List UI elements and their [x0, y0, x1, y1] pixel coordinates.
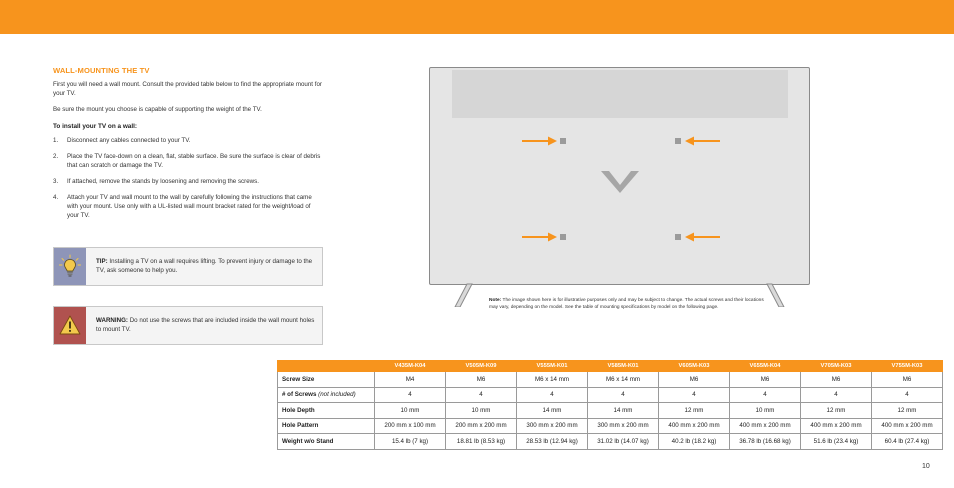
- table-cell: M6 x 14 mm: [588, 372, 659, 388]
- table-cell: 60.4 lb (27.4 kg): [872, 434, 943, 450]
- table-row: [278, 418, 943, 434]
- warning-text: [96, 316, 316, 334]
- arrow-left-icon: [685, 137, 720, 146]
- tip-callout: [53, 247, 323, 286]
- table-row: [278, 434, 943, 450]
- model-col-header: V505M-K09: [446, 361, 517, 372]
- warning-callout: [53, 306, 323, 345]
- note-label: Note:: [489, 298, 502, 303]
- table-cell: 51.6 lb (23.4 kg): [801, 434, 872, 450]
- table-cell: 10 mm: [730, 403, 801, 419]
- model-col-header: V585M-K01: [588, 361, 659, 372]
- mount-hole-top-left: [560, 138, 566, 144]
- table-cell: 4: [375, 387, 446, 403]
- table-cell: 4: [659, 387, 730, 403]
- tv-stand-left: [455, 284, 472, 307]
- table-cell: 400 mm x 200 mm: [801, 418, 872, 434]
- table-cell: M6: [659, 372, 730, 388]
- table-cell: 200 mm x 200 mm: [446, 418, 517, 434]
- arrow-left-icon: [685, 233, 720, 242]
- table-cell: 4: [730, 387, 801, 403]
- model-col-header: V435M-K04: [375, 361, 446, 372]
- table-cell: 28.53 lb (12.94 kg): [517, 434, 588, 450]
- table-cell: 15.4 lb (7 kg): [375, 434, 446, 450]
- model-col-header: V705M-K03: [801, 361, 872, 372]
- intro-paragraph-2: Be sure the mount you choose is capable of supporting the weight of the TV.: [53, 106, 262, 113]
- mount-hole-bottom-left: [560, 234, 566, 240]
- model-col-header: V605M-K03: [659, 361, 730, 372]
- table-cell: M6: [801, 372, 872, 388]
- mount-hole-bottom-right: [675, 234, 681, 240]
- table-cell: M4: [375, 372, 446, 388]
- table-cell: 400 mm x 200 mm: [872, 418, 943, 434]
- warning-label: WARNING:: [96, 317, 128, 324]
- instructions-subheading: To install your TV on a wall:: [53, 123, 138, 130]
- model-col-header: V555M-K01: [517, 361, 588, 372]
- step-text: Place the TV face-down on a clean, flat, stable surface. Be sure the surface is clear of debris that can scratch or damage the TV.: [67, 153, 321, 169]
- model-col-header: V755M-K03: [872, 361, 943, 372]
- mount-hole-top-right: [675, 138, 681, 144]
- tip-label: TIP:: [96, 258, 108, 265]
- table-cell: 18.81 lb (8.53 kg): [446, 434, 517, 450]
- table-cell: 4: [872, 387, 943, 403]
- table-header-row: [278, 361, 943, 372]
- table-cell: 12 mm: [659, 403, 730, 419]
- model-col-header: V655M-K04: [730, 361, 801, 372]
- row-label: Hole Pattern: [278, 418, 375, 434]
- table-cell: 4: [446, 387, 517, 403]
- tv-stand-right: [767, 284, 784, 307]
- step-text: Attach your TV and wall mount to the wall by carefully following the instructions that came with your mount. Use only with a UL-listed wall mount bracket rated for the weight/load of your TV.: [67, 194, 312, 219]
- row-label-note: (not included): [318, 391, 356, 399]
- step-number: 3.: [53, 178, 59, 185]
- table-cell: 36.78 lb (16.68 kg): [730, 434, 801, 450]
- table-cell: 14 mm: [588, 403, 659, 419]
- note-text: The image shown here is for illustrative purposes only and may be subject to change. The actual screws and their locations may vary, depending on the model. See the table of mounting specifications by model on the following page.: [489, 298, 764, 310]
- table-cell: 10 mm: [446, 403, 517, 419]
- warning-body: Do not use the screws that are included inside the wall mount holes to mount TV.: [96, 317, 315, 333]
- tip-text: [96, 257, 316, 275]
- tip-body: Installing a TV on a wall requires lifting. To prevent injury or damage to the TV, ask someone to help you.: [96, 258, 313, 274]
- table-row: [278, 387, 943, 403]
- table-cell: M6 x 14 mm: [517, 372, 588, 388]
- table-row: [278, 403, 943, 419]
- row-label: Screw Size: [278, 372, 375, 388]
- image-note: [489, 298, 769, 311]
- table-cell: 4: [517, 387, 588, 403]
- section-heading: WALL-MOUNTING THE TV: [53, 66, 150, 75]
- vizio-v-logo-icon: [601, 171, 639, 193]
- table-cell: 4: [801, 387, 872, 403]
- table-cell: 31.02 lb (14.07 kg): [588, 434, 659, 450]
- row-label-text: # of Screws: [282, 391, 317, 399]
- step-number: 1.: [53, 137, 59, 144]
- intro-paragraph-1: First you will need a wall mount. Consult the provided table below to find the appropriate mount for your TV.: [53, 81, 322, 97]
- row-label: Weight w/o Stand: [278, 434, 375, 450]
- table-cell: 400 mm x 200 mm: [659, 418, 730, 434]
- table-cell: M6: [872, 372, 943, 388]
- table-cell: 300 mm x 200 mm: [517, 418, 588, 434]
- step-number: 2.: [53, 153, 59, 160]
- warning-triangle-icon: [54, 307, 86, 344]
- table-cell: 14 mm: [517, 403, 588, 419]
- mounting-spec-table: [277, 360, 943, 450]
- step-text: If attached, remove the stands by loosening and removing the screws.: [67, 178, 259, 185]
- header-blank-cell: [278, 361, 375, 372]
- header-bar: [0, 0, 954, 34]
- table-cell: 200 mm x 100 mm: [375, 418, 446, 434]
- table-cell: 12 mm: [872, 403, 943, 419]
- arrow-right-icon: [522, 137, 557, 146]
- table-cell: 40.2 lb (18.2 kg): [659, 434, 730, 450]
- table-cell: 10 mm: [375, 403, 446, 419]
- tv-illustration-overlay: [429, 67, 810, 307]
- table-cell: 300 mm x 200 mm: [588, 418, 659, 434]
- page-number: 10: [922, 463, 930, 470]
- step-number: 4.: [53, 194, 59, 201]
- table-cell: M6: [446, 372, 517, 388]
- row-label: Hole Depth: [278, 403, 375, 419]
- row-label: [278, 387, 375, 403]
- table-cell: 4: [588, 387, 659, 403]
- table-row: [278, 372, 943, 388]
- table-cell: 12 mm: [801, 403, 872, 419]
- step-text: Disconnect any cables connected to your TV.: [67, 137, 191, 144]
- arrow-right-icon: [522, 233, 557, 242]
- table-cell: M6: [730, 372, 801, 388]
- table-cell: 400 mm x 200 mm: [730, 418, 801, 434]
- lightbulb-icon: [54, 248, 86, 285]
